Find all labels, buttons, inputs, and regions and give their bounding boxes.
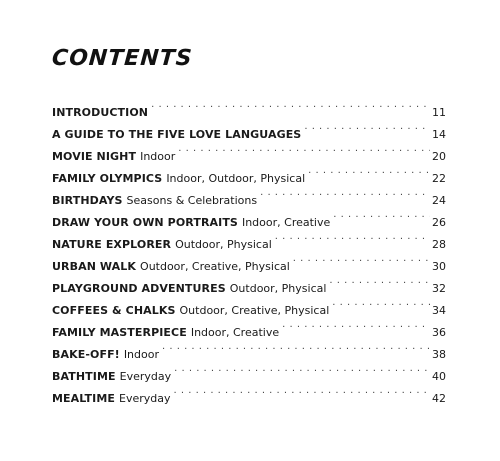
toc-entry-page-number: 30 xyxy=(432,260,446,273)
dot-leader xyxy=(329,270,430,292)
toc-entry-title: FAMILY MASTERPIECE xyxy=(52,326,187,339)
toc-entry-page-number: 14 xyxy=(432,128,446,141)
toc-entry-title: INTRODUCTION xyxy=(52,106,149,119)
toc-entry-page-number: 34 xyxy=(432,304,446,317)
dot-leader xyxy=(174,358,430,380)
toc-entry-page-number: 26 xyxy=(432,216,446,229)
toc-entry-title: URBAN WALK xyxy=(52,260,137,273)
toc-entry-tags: Indoor, Creative xyxy=(241,216,331,229)
toc-entry-title: BAKE-OFF! xyxy=(52,348,120,361)
dot-leader xyxy=(333,204,430,226)
dot-leader xyxy=(304,116,430,138)
toc-entry-page-number: 36 xyxy=(432,326,446,339)
dot-leader xyxy=(282,314,430,336)
toc-entry-tags: Outdoor, Physical xyxy=(229,282,327,295)
toc-entry-tags: Seasons & Celebrations xyxy=(126,194,258,207)
dot-leader xyxy=(293,248,430,270)
toc-entry-title: A GUIDE TO THE FIVE LOVE LANGUAGES xyxy=(52,128,302,141)
dot-leader xyxy=(178,138,430,160)
toc-entry-tags: Outdoor, Creative, Physical xyxy=(179,304,330,317)
toc-entry-page-number: 11 xyxy=(432,106,446,119)
toc-entry-page-number: 24 xyxy=(432,194,446,207)
dot-leader xyxy=(260,182,430,204)
toc-entry-tags: Outdoor, Creative, Physical xyxy=(140,260,290,273)
toc-entry-page-number: 22 xyxy=(432,172,446,185)
toc-entry-tags: Indoor, Creative xyxy=(190,326,280,339)
toc-entry[interactable] xyxy=(52,94,446,119)
dot-leader xyxy=(162,336,430,358)
table-of-contents xyxy=(52,94,446,405)
toc-entry-title: MOVIE NIGHT xyxy=(52,150,137,163)
dot-leader xyxy=(174,380,430,402)
toc-entry-page-number: 42 xyxy=(432,392,446,405)
page-title: CONTENTS xyxy=(51,46,194,71)
toc-entry-page-number: 32 xyxy=(432,282,446,295)
toc-entry-tags: Everyday xyxy=(119,392,171,405)
toc-entry-tags: Indoor, Outdoor, Physical xyxy=(166,172,306,185)
toc-entry-title: BIRTHDAYS xyxy=(52,194,123,207)
toc-entry-tags: Indoor xyxy=(140,150,176,163)
toc-entry-page-number: 40 xyxy=(432,370,446,383)
dot-leader xyxy=(275,226,430,248)
toc-entry-title: MEALTIME xyxy=(52,392,116,405)
toc-entry-title: COFFEES & CHALKS xyxy=(52,304,176,317)
toc-entry-title: FAMILY OLYMPICS xyxy=(52,172,163,185)
toc-entry-tags: Outdoor, Physical xyxy=(175,238,272,251)
dot-leader xyxy=(332,292,430,314)
dot-leader xyxy=(151,94,430,116)
toc-entry-page-number: 28 xyxy=(432,238,446,251)
toc-entry-title: DRAW YOUR OWN PORTRAITS xyxy=(52,216,238,229)
toc-entry-title: NATURE EXPLORER xyxy=(52,238,172,251)
toc-entry-title: PLAYGROUND ADVENTURES xyxy=(52,282,226,295)
toc-entry-page-number: 20 xyxy=(432,150,446,163)
toc-entry-title: BATHTIME xyxy=(52,370,116,383)
toc-entry-page-number: 38 xyxy=(432,348,446,361)
dot-leader xyxy=(308,160,430,182)
toc-entry-tags: Indoor xyxy=(123,348,159,361)
toc-entry-tags: Everyday xyxy=(119,370,172,383)
